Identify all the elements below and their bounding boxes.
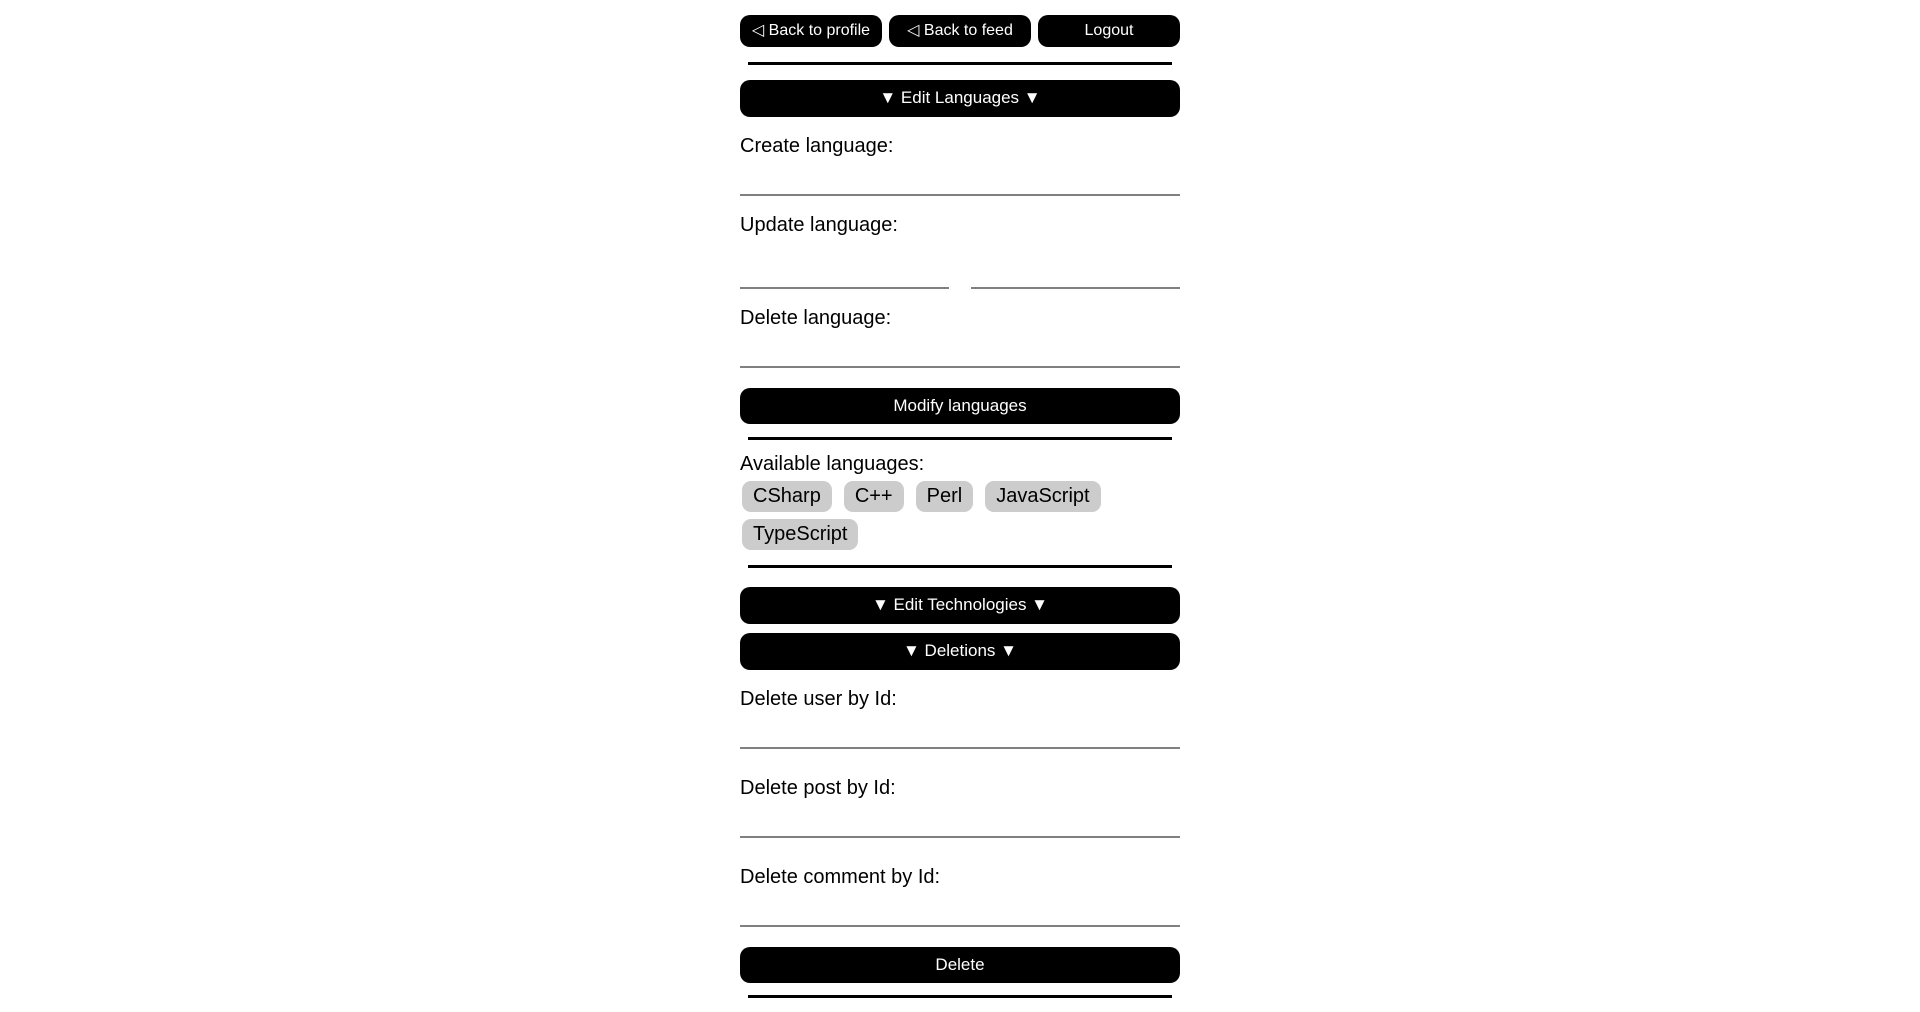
- delete-language-input[interactable]: [740, 330, 1180, 368]
- admin-content-column: [740, 0, 1180, 998]
- logout-button[interactable]: Logout: [1038, 15, 1180, 47]
- delete-user-by-id-input[interactable]: [740, 711, 1180, 749]
- language-tag: Perl: [916, 481, 974, 512]
- modify-languages-button[interactable]: Modify languages: [740, 388, 1180, 425]
- delete-post-by-id-label: Delete post by Id:: [740, 776, 896, 799]
- language-tag: JavaScript: [985, 481, 1100, 512]
- update-language-second-input[interactable]: [971, 251, 1180, 289]
- delete-language-label: Delete language:: [740, 306, 892, 329]
- language-tag-list: [740, 481, 1180, 552]
- top-nav: [740, 15, 1180, 47]
- create-language-input[interactable]: [740, 158, 1180, 196]
- delete-post-by-id-input[interactable]: [740, 800, 1180, 838]
- deletions-toggle[interactable]: ▼ Deletions ▼: [740, 633, 1180, 670]
- delete-user-by-id-label: Delete user by Id:: [740, 687, 897, 710]
- language-tag: CSharp: [742, 481, 832, 512]
- divider: [748, 437, 1172, 440]
- language-tag: TypeScript: [742, 519, 858, 550]
- back-to-profile-button[interactable]: ◁ Back to profile: [740, 15, 882, 47]
- divider: [748, 995, 1172, 998]
- delete-comment-by-id-input[interactable]: [740, 889, 1180, 927]
- divider: [748, 62, 1172, 65]
- divider: [748, 565, 1172, 568]
- create-language-label: Create language:: [740, 134, 894, 157]
- edit-languages-toggle[interactable]: ▼ Edit Languages ▼: [740, 80, 1180, 117]
- update-language-inputs: [740, 251, 1180, 289]
- edit-technologies-toggle[interactable]: ▼ Edit Technologies ▼: [740, 587, 1180, 624]
- language-tag: C++: [844, 481, 904, 512]
- delete-comment-by-id-label: Delete comment by Id:: [740, 865, 941, 888]
- update-language-first-input[interactable]: [740, 251, 949, 289]
- available-languages-label: Available languages:: [740, 453, 925, 476]
- back-to-feed-button[interactable]: ◁ Back to feed: [889, 15, 1031, 47]
- update-language-label: Update language:: [740, 213, 898, 236]
- delete-button[interactable]: Delete: [740, 947, 1180, 984]
